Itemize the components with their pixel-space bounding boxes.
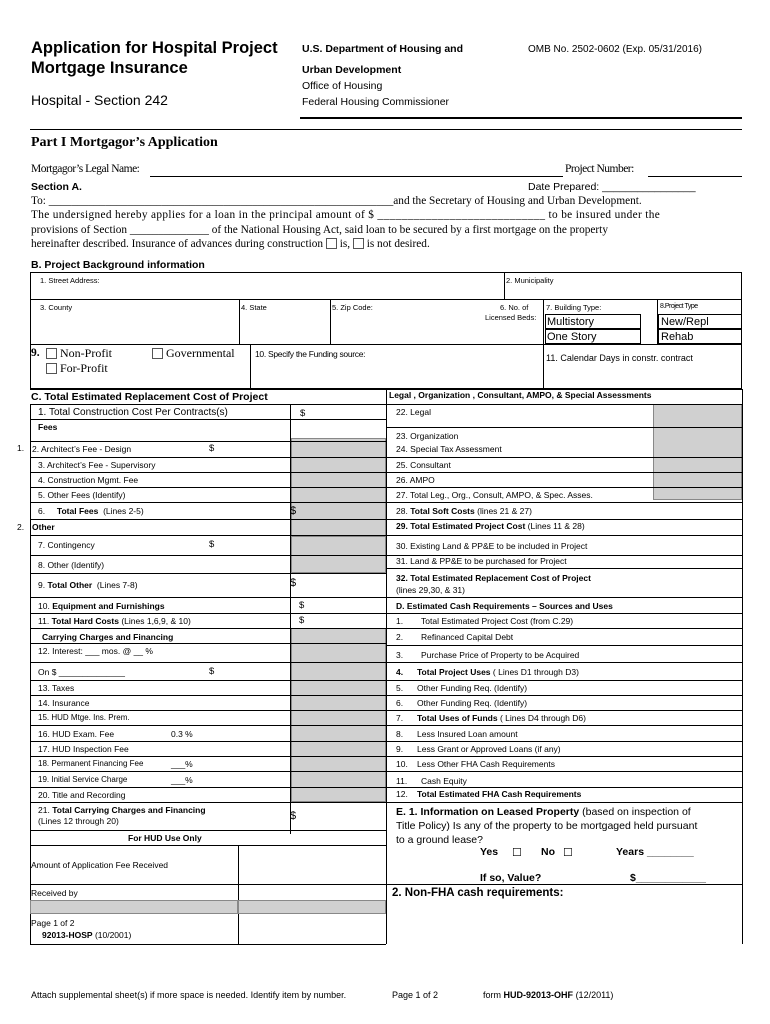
d12-label: Total Estimated FHA Cash Requirements <box>417 789 582 799</box>
footer-form-prefix: form <box>483 990 501 1000</box>
advances-is-label: is, <box>339 238 351 250</box>
divider <box>30 404 386 405</box>
row10-num: 10. <box>38 601 50 611</box>
legal-name-label: Mortgagor’s Legal Name: <box>31 163 140 175</box>
e1-years[interactable]: Years ________ <box>616 846 694 858</box>
county-label: 3. County <box>40 303 73 312</box>
d6-num: 6. <box>396 698 404 708</box>
d8-num: 8. <box>396 729 404 739</box>
rehab-option[interactable] <box>658 329 742 344</box>
row5-label: 5. Other Fees (Identify) <box>38 490 126 500</box>
row18-label: 18. Permanent Financing Fee <box>38 759 144 768</box>
multistory-label: Multistory <box>547 316 595 328</box>
divider <box>30 787 386 788</box>
divider <box>386 613 742 614</box>
row28-bold: Total Soft Costs <box>410 506 475 516</box>
divider <box>30 695 386 696</box>
applies-line: The undersigned hereby applies for a loan in the principal amount of $ ____________________________ to be insured under the <box>31 209 661 221</box>
row9-note: (Lines 7-8) <box>96 580 138 590</box>
date-prepared[interactable]: Date Prepared: ________________ <box>528 181 696 193</box>
fees-heading: Fees <box>38 422 58 432</box>
for-profit-checkbox[interactable] <box>46 363 57 374</box>
row2-dollar: $ <box>209 443 215 454</box>
row2-label: 2. Architect’s Fee - Design <box>32 444 132 454</box>
d1-label: Total Estimated Project Cost (from C.29) <box>421 616 574 626</box>
row22-label: 22. Legal <box>396 407 431 417</box>
omb-number: OMB No. 2502-0602 (Exp. 05/31/2016) <box>528 44 702 55</box>
calendar-days-label: 11. Calendar Days in constr. contract <box>546 353 693 363</box>
row30-label: 30. Existing Land & PP&E to be included in Project <box>396 541 588 551</box>
row11-dollar: $ <box>299 615 305 626</box>
d12-num: 12. <box>396 789 408 799</box>
row11-label <box>38 616 191 626</box>
row29-bold: Total Estimated Project Cost <box>410 521 526 531</box>
divider <box>30 884 386 885</box>
d8-label: Less Insured Loan amount <box>417 729 518 739</box>
divider <box>742 389 743 944</box>
e1-yes-checkbox[interactable]: ☐ <box>512 847 522 859</box>
d3-label: Purchase Price of Property to be Acquired <box>421 650 580 660</box>
divider <box>30 441 386 442</box>
row21-dollar: $ <box>290 810 297 822</box>
for-profit-row[interactable] <box>46 361 108 376</box>
section-d-title: D. Estimated Cash Requirements – Sources and Uses <box>396 601 613 611</box>
d4-bold: Total Project Uses <box>417 667 491 677</box>
one-story-label: One Story <box>547 331 597 343</box>
row7-dollar: $ <box>209 539 215 550</box>
row4-label: 4. Construction Mgmt. Fee <box>38 475 139 485</box>
row32-note: (lines 29,30, & 31) <box>396 585 465 595</box>
non-profit-checkbox[interactable] <box>46 348 57 359</box>
d7-note: ( Lines D4 through D6) <box>499 713 586 723</box>
divider <box>386 756 742 757</box>
new-repl-label: New/Repl <box>661 316 709 328</box>
row13-label: 13. Taxes <box>38 683 75 693</box>
divider <box>386 662 742 663</box>
row31-label: 31. Land & PP&E to be purchased for Project <box>396 556 567 566</box>
row3-label: 3. Architect’s Fee - Supervisory <box>38 460 156 470</box>
d4-note: ( Lines D1 through D3) <box>492 667 579 677</box>
insurance-advances-line <box>31 238 430 250</box>
divider <box>330 299 331 344</box>
divider <box>30 573 386 574</box>
row18-pct[interactable]: ___% <box>171 759 193 769</box>
d9-num: 9. <box>396 744 404 754</box>
row11-bold: Total Hard Costs <box>51 616 119 626</box>
agency-line2: Urban Development <box>302 64 402 76</box>
row21-bold: Total Carrying Charges and Financing <box>52 805 206 815</box>
advances-is-not-checkbox[interactable] <box>353 238 364 249</box>
divider <box>386 645 742 646</box>
row28-num: 28. <box>396 506 408 516</box>
provisions-line: provisions of Section ______________ of the National Housing Act, said loan to be secured by a first mortgage on the property <box>31 224 608 236</box>
marker-1: 1. <box>17 443 25 453</box>
row1-label: 1. Total Construction Cost Per Contracts(s) <box>38 407 228 418</box>
d7-label <box>417 713 586 723</box>
d2-num: 2. <box>396 632 404 642</box>
divider <box>238 845 239 945</box>
e1-no-checkbox[interactable]: ☐ <box>563 847 573 859</box>
row23-label: 23. Organization <box>396 431 459 441</box>
hud-page-label: Page 1 of 2 <box>31 918 75 928</box>
row16-pct: 0.3 % <box>171 729 193 739</box>
divider <box>386 771 742 772</box>
divider <box>30 680 386 681</box>
row12-label: 12. Interest: ___ mos. @ __ % <box>38 646 153 656</box>
divider <box>386 710 742 711</box>
e1-if-so: If so, Value? <box>480 872 542 884</box>
advances-is-checkbox[interactable] <box>326 238 337 249</box>
row10-dollar: $ <box>299 600 305 611</box>
section-b-title: B. Project Background information <box>31 259 205 271</box>
hud-form-date: (10/2001) <box>94 930 132 940</box>
e1-value[interactable]: $____________ <box>630 872 706 884</box>
row9-dollar: $ <box>290 577 297 589</box>
divider <box>386 457 742 458</box>
row9-num: 9. <box>38 580 46 590</box>
street-address-label: 1. Street Address: <box>40 276 100 285</box>
building-type-label: 7. Building Type: <box>546 303 602 312</box>
row12-dollar: $ <box>209 666 215 677</box>
one-story-option[interactable] <box>545 329 641 344</box>
hud-use-title: For HUD Use Only <box>128 833 202 843</box>
divider <box>30 725 386 726</box>
divider <box>386 568 742 569</box>
divider <box>30 771 386 772</box>
legal-gray-block <box>653 404 742 500</box>
d10-label: Less Other FHA Cash Requirements <box>417 759 555 769</box>
hud-received-label: Received by <box>31 888 78 898</box>
multistory-option[interactable] <box>545 314 641 329</box>
row29-note: (Lines 11 & 28) <box>527 521 585 531</box>
beds-label-a: 6. No. of <box>500 303 529 312</box>
d7-bold: Total Uses of Funds <box>417 713 498 723</box>
row20-label: 20. Title and Recording <box>38 790 126 800</box>
divider <box>386 725 742 726</box>
d5-label: Other Funding Req. (Identify) <box>417 683 528 693</box>
state-label: 4. State <box>241 303 267 312</box>
non-profit-row[interactable] <box>46 346 112 361</box>
form-title-line1: Application for Hospital Project <box>31 39 278 57</box>
insurance-advances-text: hereinafter described. Insurance of advances during construction <box>31 238 324 250</box>
other-heading: Other <box>32 522 55 532</box>
divider <box>30 597 386 598</box>
row1-dollar: $ <box>300 408 306 419</box>
divider <box>30 472 386 473</box>
d4-label <box>417 667 579 677</box>
row19-label: 19. Initial Service Charge <box>38 775 128 784</box>
divider <box>30 457 386 458</box>
advances-is-not-label: is not desired. <box>366 238 430 250</box>
row9-label <box>38 580 138 590</box>
row28-note: (lines 21 & 27) <box>477 506 532 516</box>
hud-form-bold: 92013-HOSP <box>42 930 93 940</box>
row6-label <box>38 506 144 516</box>
row6-dollar: $ <box>290 505 297 517</box>
divider <box>239 299 240 344</box>
row21-note: (Lines 12 through 20) <box>38 816 119 826</box>
divider <box>386 519 742 520</box>
divider <box>386 787 742 788</box>
row11-num: 11. <box>38 616 50 626</box>
agency-line4: Federal Housing Commissioner <box>302 96 450 108</box>
row32-label <box>396 573 591 583</box>
footer-form-date: (12/2011) <box>575 990 614 1000</box>
row8-label: 8. Other (Identify) <box>38 560 105 570</box>
row24-label: 24. Special Tax Assessment <box>396 444 502 454</box>
divider <box>30 613 386 614</box>
footer-attach: Attach supplemental sheet(s) if more space is needed. Identify item by number. <box>31 990 347 1000</box>
e1-no: No <box>541 846 555 858</box>
d11-label: Cash Equity <box>421 776 467 786</box>
municipality-label: 2. Municipality <box>506 276 554 285</box>
row21-label <box>38 805 206 815</box>
row27-label: 27. Total Leg., Org., Consult, AMPO, & Spec. Asses. <box>396 490 593 500</box>
divider <box>386 695 742 696</box>
row15-label: 15. HUD Mtge. Ins. Prem. <box>38 713 130 722</box>
funding-source-label: 10. Specify the Funding source: <box>255 349 366 359</box>
divider <box>30 344 742 345</box>
divider <box>504 272 505 299</box>
divider <box>386 404 742 405</box>
non-profit-label: Non-Profit <box>60 346 112 360</box>
divider <box>30 710 386 711</box>
project-number-field[interactable] <box>648 176 742 177</box>
row32-num: 32. <box>396 573 408 583</box>
e1-line1 <box>396 806 691 818</box>
hud-form-number <box>42 930 131 940</box>
row32-bold: Total Estimated Replacement Cost of Project <box>410 573 591 583</box>
divider <box>386 535 742 536</box>
row6-note: (Lines 2-5) <box>103 506 144 516</box>
divider <box>30 299 742 300</box>
divider <box>30 944 386 945</box>
d10-num: 10. <box>396 759 408 769</box>
hud-gray-2 <box>238 900 386 914</box>
e1-note: (based on inspection of <box>582 806 691 818</box>
fees-gray-block <box>291 438 386 542</box>
footer-form <box>483 990 613 1000</box>
legal-name-field[interactable] <box>150 176 563 177</box>
divider <box>30 487 386 488</box>
legal-title: Legal , Organization , Consultant, AMPO, & Special Assessments <box>389 390 652 400</box>
header-rule <box>300 117 742 119</box>
d6-label: Other Funding Req. (Identify) <box>417 698 528 708</box>
part1-title: Part I Mortgagor’s Application <box>31 135 218 150</box>
divider <box>30 535 386 536</box>
d9-label: Less Grant or Approved Loans (if any) <box>417 744 561 754</box>
divider <box>386 680 742 681</box>
d5-num: 5. <box>396 683 404 693</box>
row28-label <box>396 506 532 516</box>
divider <box>30 830 386 831</box>
d3-num: 3. <box>396 650 404 660</box>
divider <box>30 741 386 742</box>
divider <box>250 344 251 389</box>
section-a-label: Section A. <box>31 181 82 193</box>
d1-num: 1. <box>396 616 404 626</box>
marker-2: 2. <box>17 522 25 532</box>
agency-line1: U.S. Department of Housing and <box>302 43 464 55</box>
e1-yes: Yes <box>480 846 499 858</box>
divider <box>386 802 742 803</box>
item9-label: 9. <box>31 347 40 359</box>
new-repl-option[interactable] <box>658 314 742 329</box>
row29-num: 29. <box>396 521 408 531</box>
row7-label: 7. Contingency <box>38 540 95 550</box>
rehab-label: Rehab <box>661 331 694 343</box>
row29-label <box>396 521 585 531</box>
row25-label: 25. Consultant <box>396 460 451 470</box>
hud-amount-label: Amount of Application Fee Received <box>31 860 169 870</box>
divider <box>30 419 386 420</box>
divider <box>386 741 742 742</box>
row12-on: On $ ______________ <box>38 667 125 677</box>
divider <box>386 472 742 473</box>
divider <box>386 628 742 629</box>
row21-num: 21. <box>38 805 50 815</box>
row11-note: (Lines 1,6,9, & 10) <box>121 616 191 626</box>
carrying-gray-block <box>291 628 386 802</box>
divider <box>30 845 386 846</box>
section-c-title: C. Total Estimated Replacement Cost of Project <box>31 391 268 403</box>
governmental-row[interactable] <box>152 346 235 361</box>
divider <box>30 802 386 803</box>
d7-num: 7. <box>396 713 404 723</box>
agency-line3: Office of Housing <box>302 80 383 92</box>
row10-label <box>38 601 165 611</box>
row6-bold: Total Fees <box>56 506 99 516</box>
for-profit-label: For-Profit <box>60 361 108 375</box>
divider <box>30 519 386 520</box>
divider <box>30 756 386 757</box>
row16-label: 16. HUD Exam. Fee <box>38 729 115 739</box>
row9-bold: Total Other <box>47 580 93 590</box>
divider <box>386 487 742 488</box>
d2-label: Refinanced Capital Debt <box>421 632 514 642</box>
row14-label: 14. Insurance <box>38 698 90 708</box>
project-type-label: 8.Project Type <box>660 303 698 310</box>
row26-label: 26. AMPO <box>396 475 435 485</box>
footer-form-number: HUD-92013-OHF <box>503 990 574 1000</box>
row6-num: 6. <box>38 506 46 516</box>
divider <box>386 502 742 503</box>
footer-page: Page 1 of 2 <box>392 990 439 1000</box>
e1-line2: Title Policy) Is any of the property to be mortgaged held pursuant <box>396 820 698 832</box>
zip-label: 5. Zip Code: <box>332 303 373 312</box>
divider <box>30 643 386 644</box>
hud-gray-1 <box>30 900 238 914</box>
e2-non-fha: 2. Non-FHA cash requirements: <box>392 887 564 899</box>
divider <box>386 427 742 428</box>
to-line: To: _____________________________________________________________and the Secretary of Housing and Urban Development. <box>31 195 642 207</box>
governmental-label: Governmental <box>166 346 235 360</box>
d11-num: 11. <box>396 776 408 786</box>
governmental-checkbox[interactable] <box>152 348 163 359</box>
row17-label: 17. HUD Inspection Fee <box>38 744 129 754</box>
divider <box>30 628 386 629</box>
divider <box>30 662 386 663</box>
row10-bold: Equipment and Furnishings <box>52 601 165 611</box>
e1-title: E. 1. Information on Leased Property <box>396 806 580 818</box>
project-number-label: Project Number: <box>565 163 634 175</box>
beds-label-b: Licensed Beds: <box>485 313 537 322</box>
d4-num: 4. <box>396 667 404 677</box>
row19-pct[interactable]: ___% <box>171 775 193 785</box>
form-title-line2: Mortgage Insurance <box>31 59 188 77</box>
carrying-heading: Carrying Charges and Financing <box>42 632 174 642</box>
divider <box>30 502 386 503</box>
header-rule-2 <box>30 129 742 130</box>
e1-line3: to a ground lease? <box>396 834 483 846</box>
form-subtitle: Hospital - Section 242 <box>31 92 168 108</box>
divider <box>386 597 742 598</box>
divider <box>30 555 386 556</box>
divider <box>386 884 742 885</box>
